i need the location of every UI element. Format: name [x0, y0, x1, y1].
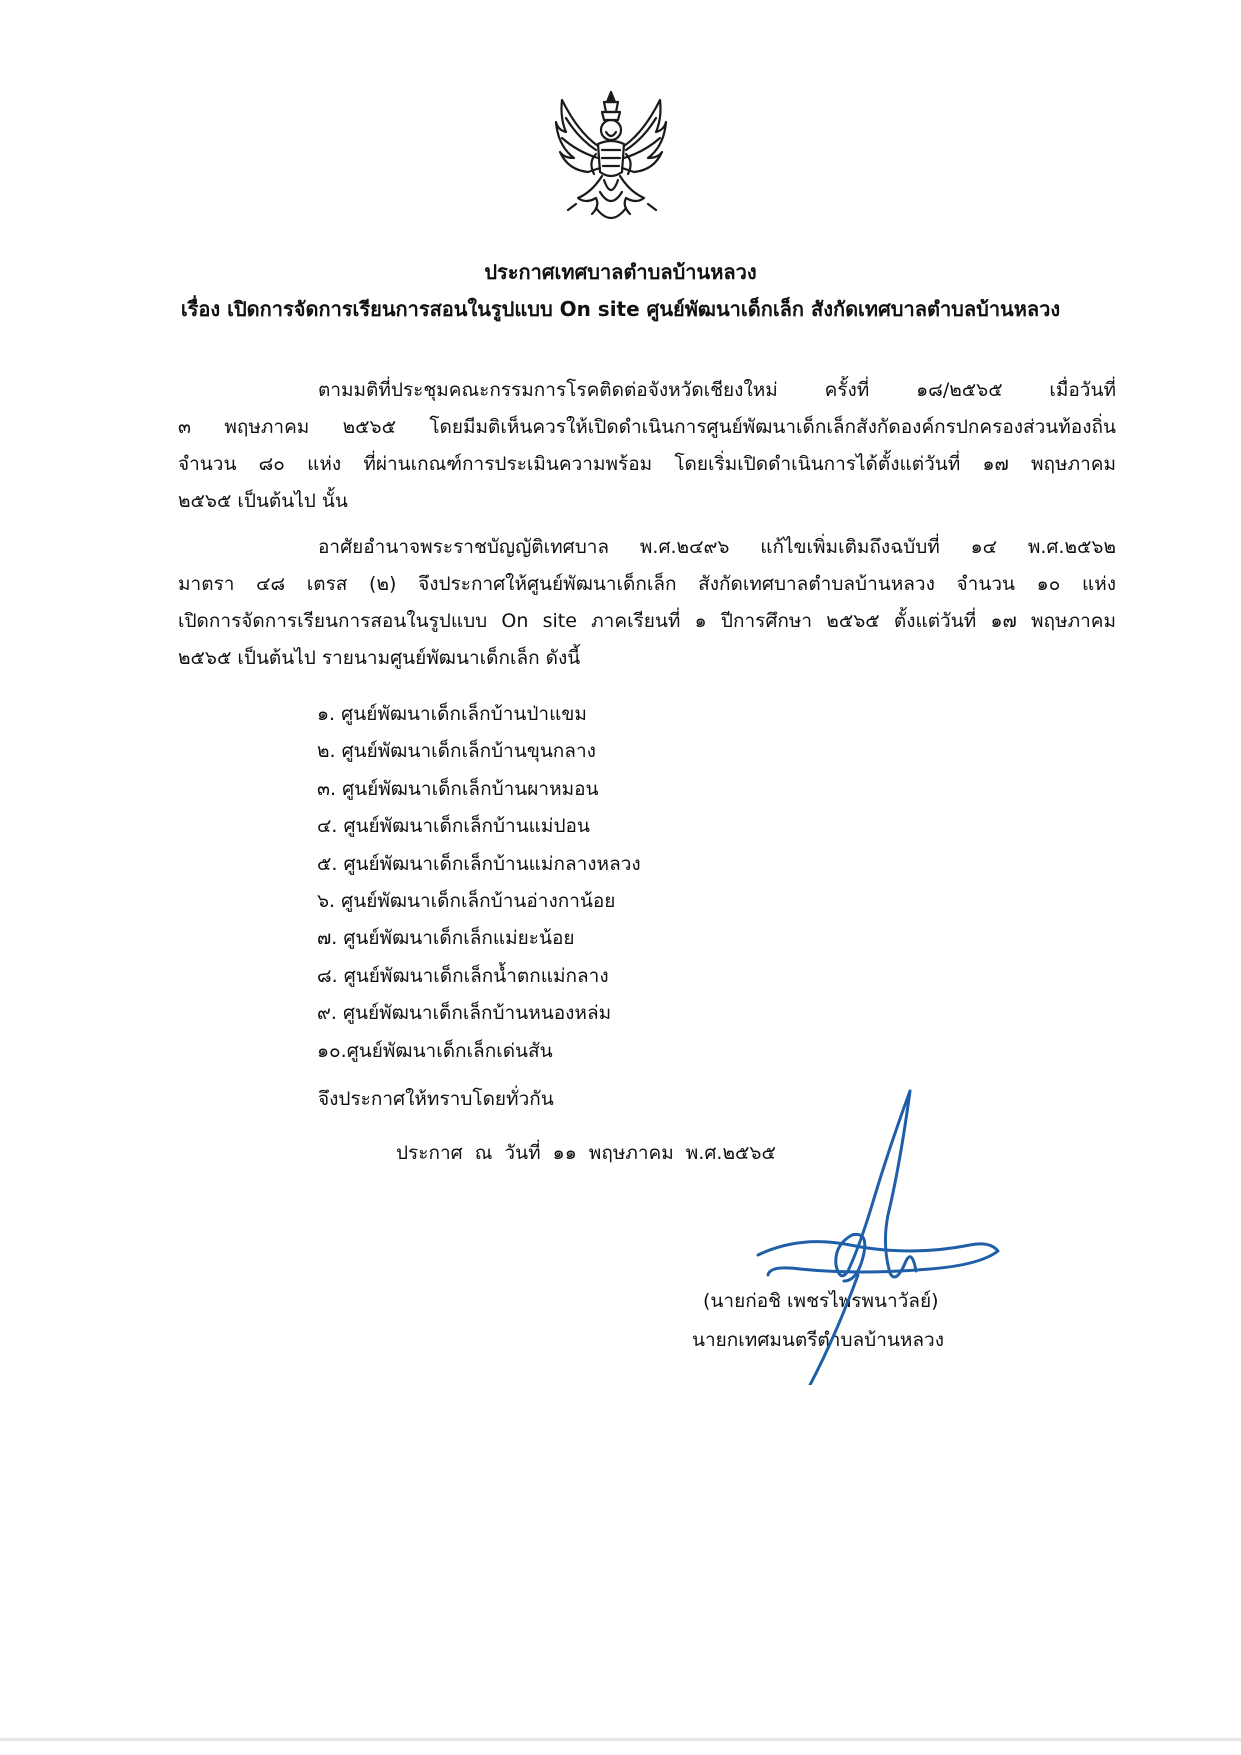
list-item: ๘. ศูนย์พัฒนาเด็กเล็กน้ำตกแม่กลาง	[317, 964, 609, 987]
list-item: ๙. ศูนย์พัฒนาเด็กเล็กบ้านหนองหล่ม	[317, 1002, 612, 1025]
announcement-title: ประกาศเทศบาลตำบลบ้านหลวง	[484, 260, 757, 284]
list-item: ๕. ศูนย์พัฒนาเด็กเล็กบ้านแม่กลางหลวง	[317, 852, 641, 875]
handwritten-signature	[740, 1085, 1020, 1385]
signatory-position: นายกเทศมนตรีตำบลบ้านหลวง	[692, 1329, 944, 1351]
paragraph-line: ตามมติที่ประชุมคณะกรรมการโรคติดต่อจังหวัดเชียงใหม่ ครั้งที่ ๑๘/๒๕๖๕ เมื่อวันที่	[318, 379, 1116, 401]
closing-statement: จึงประกาศให้ทราบโดยทั่วกัน	[318, 1088, 554, 1110]
paragraph-line: ๒๕๖๕ เป็นต้นไป รายนามศูนย์พัฒนาเด็กเล็ก ดังนี้	[178, 647, 581, 669]
announcement-date: ประกาศ ณ วันที่ ๑๑ พฤษภาคม พ.ศ.๒๕๖๕	[396, 1142, 776, 1164]
list-item: ๑. ศูนย์พัฒนาเด็กเล็กบ้านป่าแขม	[317, 703, 587, 725]
paragraph-line: อาศัยอำนาจพระราชบัญญัติเทศบาล พ.ศ.๒๔๙๖ แก้ไขเพิ่มเติมถึงฉบับที่ ๑๔ พ.ศ.๒๕๖๒	[318, 536, 1116, 558]
paragraph-line: จำนวน ๘๐ แห่ง ที่ผ่านเกณฑ์การประเมินความพร้อม โดยเริ่มเปิดดำเนินการได้ตั้งแต่วันที่ ๑๗ พฤษภาคม	[178, 453, 1116, 475]
paragraph-line: ๓ พฤษภาคม ๒๕๖๕ โดยมีมติเห็นควรให้เปิดดำเนินการศูนย์พัฒนาเด็กเล็กสังกัดองค์กรปกครองส่วนท้องถิ่น	[178, 416, 1116, 438]
paragraph-authority	[178, 529, 1116, 677]
list-item: ๔. ศูนย์พัฒนาเด็กเล็กบ้านแม่ปอน	[317, 815, 590, 838]
list-item: ๓. ศูนย์พัฒนาเด็กเล็กบ้านผาหมอน	[317, 777, 599, 800]
paragraph-resolution	[178, 372, 1116, 520]
announcement-subject: เรื่อง เปิดการจัดการเรียนการสอนในรูปแบบ On site ศูนย์พัฒนาเด็กเล็ก สังกัดเทศบาลตำบลบ้านหลวง	[180, 297, 1061, 321]
paragraph-line: เปิดการจัดการเรียนการสอนในรูปแบบ On site ภาคเรียนที่ ๑ ปีการศึกษา ๒๕๖๕ ตั้งแต่วันที่ ๑๗ พฤษภาคม	[178, 610, 1116, 632]
list-item: ๑๐.ศูนย์พัฒนาเด็กเล็กเด่นสัน	[317, 1039, 553, 1062]
scan-edge	[0, 1738, 1241, 1741]
garuda-emblem-icon	[552, 88, 670, 230]
list-item: ๗. ศูนย์พัฒนาเด็กเล็กแม่ยะน้อย	[317, 927, 575, 950]
center-list	[317, 696, 641, 1070]
paragraph-line: มาตรา ๔๘ เตรส (๒) จึงประกาศให้ศูนย์พัฒนาเด็กเล็ก สังกัดเทศบาลตำบลบ้านหลวง จำนวน ๑๐ แห่ง	[178, 573, 1116, 595]
paragraph-line: ๒๕๖๕ เป็นต้นไป นั้น	[178, 490, 348, 512]
signatory-name: (นายก่อชิ เพชรไพรพนาวัลย์)	[703, 1290, 939, 1312]
list-item: ๒. ศูนย์พัฒนาเด็กเล็กบ้านขุนกลาง	[317, 740, 596, 763]
list-item: ๖. ศูนย์พัฒนาเด็กเล็กบ้านอ่างกาน้อย	[317, 889, 616, 912]
